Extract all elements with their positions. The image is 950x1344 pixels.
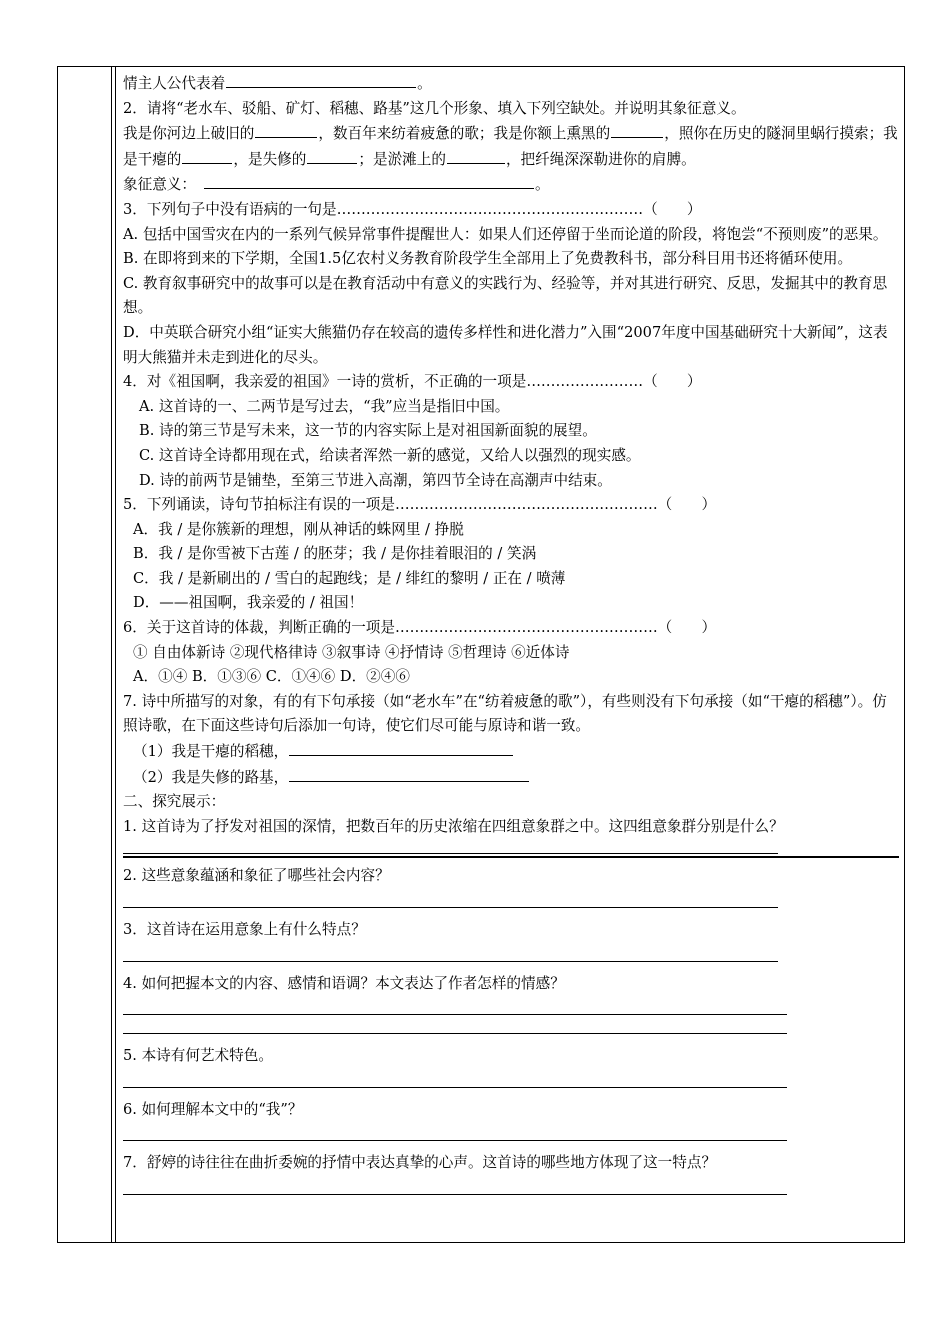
q7-blank-2[interactable]	[289, 765, 529, 782]
q5-option-c[interactable]: C．我 / 是新刷出的 / 雪白的起跑线；是 / 绯红的黎明 / 正在 / 喷薄	[133, 569, 566, 587]
q4-option-a[interactable]: A. 这首诗的一、二两节是写过去，“我”应当是指旧中国。	[139, 397, 510, 415]
q2-blank-3[interactable]	[182, 147, 232, 164]
q4-prompt: 4．对《祖国啊，我亲爱的祖国》一诗的赏析，不正确的一项是……………………（ ）	[123, 373, 702, 391]
q6-items: ① 自由体新诗 ②现代格律诗 ③叙事诗 ④抒情诗 ⑤哲理诗 ⑥近体诗	[133, 643, 570, 661]
q7-blank-1[interactable]	[289, 739, 513, 756]
q2-fill-text: 我是你河边上破旧的 ，数百年来纺着疲惫的歌；我是你额上熏黑的 ，照你在历史的隧洞里蜗行摸索；我是干瘪的 ，是失修的 ；是淤滩上的 ，把纤绳深深勒进你的肩膊。	[123, 121, 899, 172]
explore-q2: 2. 这些意象蕴涵和象征了哪些社会内容？	[123, 867, 390, 885]
q4-option-d[interactable]: D. 诗的前两节是铺垫，至第三节进入高潮，第四节全诗在高潮声中结束。	[139, 471, 612, 489]
explore-q4-answer-line-2[interactable]	[123, 1015, 787, 1034]
q7-sentence-1: （1）我是干瘪的稻穗，	[123, 739, 899, 765]
explore-q3: 3．这首诗在运用意象上有什么特点？	[123, 921, 366, 938]
narrow-divider-column	[112, 67, 116, 1242]
explore-q5-answer-line[interactable]	[123, 1069, 787, 1088]
q2-blank-4[interactable]	[307, 147, 357, 164]
explore-q7: 7．舒婷的诗往往在曲折委婉的抒情中表达真挚的心声。这首诗的哪些地方体现了这一特点？	[123, 1154, 717, 1172]
q5-option-b[interactable]: B．我 / 是你雪被下古莲 / 的胚芽；我 / 是你挂着眼泪的 / 笑涡	[133, 545, 537, 563]
explore-q5: 5. 本诗有何艺术特色。	[123, 1047, 273, 1065]
q2-blank-5[interactable]	[447, 147, 505, 164]
q3-option-d[interactable]: D．中英联合研究小组“证实大熊猫仍存在较高的遗传多样性和进化潜力”入围“2007年度中国基础研究十大新闻”，这表明大熊猫并未走到进化的尽头。	[123, 323, 888, 366]
q3-option-b[interactable]: B. 在即将到来的下学期，全国1.5亿农村义务教育阶段学生全部用上了免费教科书，部分科目用书还将循环使用。	[123, 250, 853, 268]
q7-sentence-2: （2）我是失修的路基，	[123, 765, 899, 791]
q7-prompt: 7. 诗中所描写的对象，有的有下句承接（如“老水车”在“纺着疲惫的歌”），有些则没有下句承接（如“干瘪的稻穗”）。仿照诗歌，在下面这些诗句后添加一句诗，使它们尽可能与原诗和谐一致。	[123, 692, 887, 735]
worksheet-content	[123, 71, 899, 1195]
q1-answer-blank[interactable]	[226, 71, 416, 88]
q2-blank-1[interactable]	[255, 121, 317, 138]
q4-option-c[interactable]: C. 这首诗全诗都用现在式，给读者浑然一新的感觉，又给人以强烈的现实感。	[139, 446, 641, 464]
explore-q4: 4. 如何把握本文的内容、感情和语调？本文表达了作者怎样的情感？	[123, 974, 565, 992]
q3-prompt: 3．下列句子中没有语病的一句是………………………………………………………（ ）	[123, 200, 702, 218]
explore-q2-answer-line[interactable]	[123, 889, 778, 908]
q6-prompt: 6．关于这首诗的体裁，判断正确的一项是………………………………………………（ ）	[123, 619, 717, 637]
q4-option-b[interactable]: B. 诗的第三节是写未来，这一节的内容实际上是对祖国新面貌的展望。	[139, 422, 597, 440]
q2-prompt: 2．请将“老水车、驳船、矿灯、稻穗、路基”这几个形象、填入下列空缺处。并说明其象征意义。	[123, 99, 746, 117]
explore-q6-answer-line[interactable]	[123, 1122, 787, 1141]
q5-prompt: 5．下列诵读，诗句节拍标注有误的一项是………………………………………………（ ）	[123, 496, 717, 514]
worksheet-table	[57, 66, 905, 1243]
explore-q4-answer-line-1[interactable]	[123, 996, 787, 1015]
explore-q3-answer-line[interactable]	[123, 943, 778, 962]
q2-symbol-line: 象征意义： 。	[123, 172, 899, 198]
q3-option-c[interactable]: C. 教育叙事研究中的故事可以是在教育活动中有意义的实践行为、经验等，并对其进行研究、反思，发掘其中的教育思想。	[123, 274, 888, 317]
explore-q6: 6. 如何理解本文中的“我”？	[123, 1100, 303, 1118]
q3-option-a[interactable]: A. 包括中国雪灾在内的一系列气候异常事件提醒世人：如果人们还停留于坐而论道的阶段，将饱尝“不预则废”的恶果。	[123, 225, 888, 243]
q6-options[interactable]: A．①④ B．①③⑥ C．①④⑥ D．②④⑥	[133, 668, 410, 686]
q2-symbol-blank[interactable]	[204, 172, 534, 189]
explore-q7-answer-line[interactable]	[123, 1176, 787, 1195]
explore-q1: 1. 这首诗为了抒发对祖国的深情，把数百年的历史浓缩在四组意象群之中。这四组意象群分别是什么？	[123, 817, 784, 835]
q5-option-a[interactable]: A．我 / 是你簇新的理想，刚从神话的蛛网里 / 挣脱	[133, 520, 464, 538]
left-margin-column	[58, 67, 112, 1242]
section-divider-rule	[123, 856, 899, 858]
q2-blank-2[interactable]	[611, 121, 663, 138]
section2-title: 二、探究展示：	[123, 793, 226, 811]
q5-option-d[interactable]: D．——祖国啊，我亲爱的 / 祖国！	[133, 594, 364, 612]
q1-tail: 情主人公代表着 。	[123, 71, 899, 97]
